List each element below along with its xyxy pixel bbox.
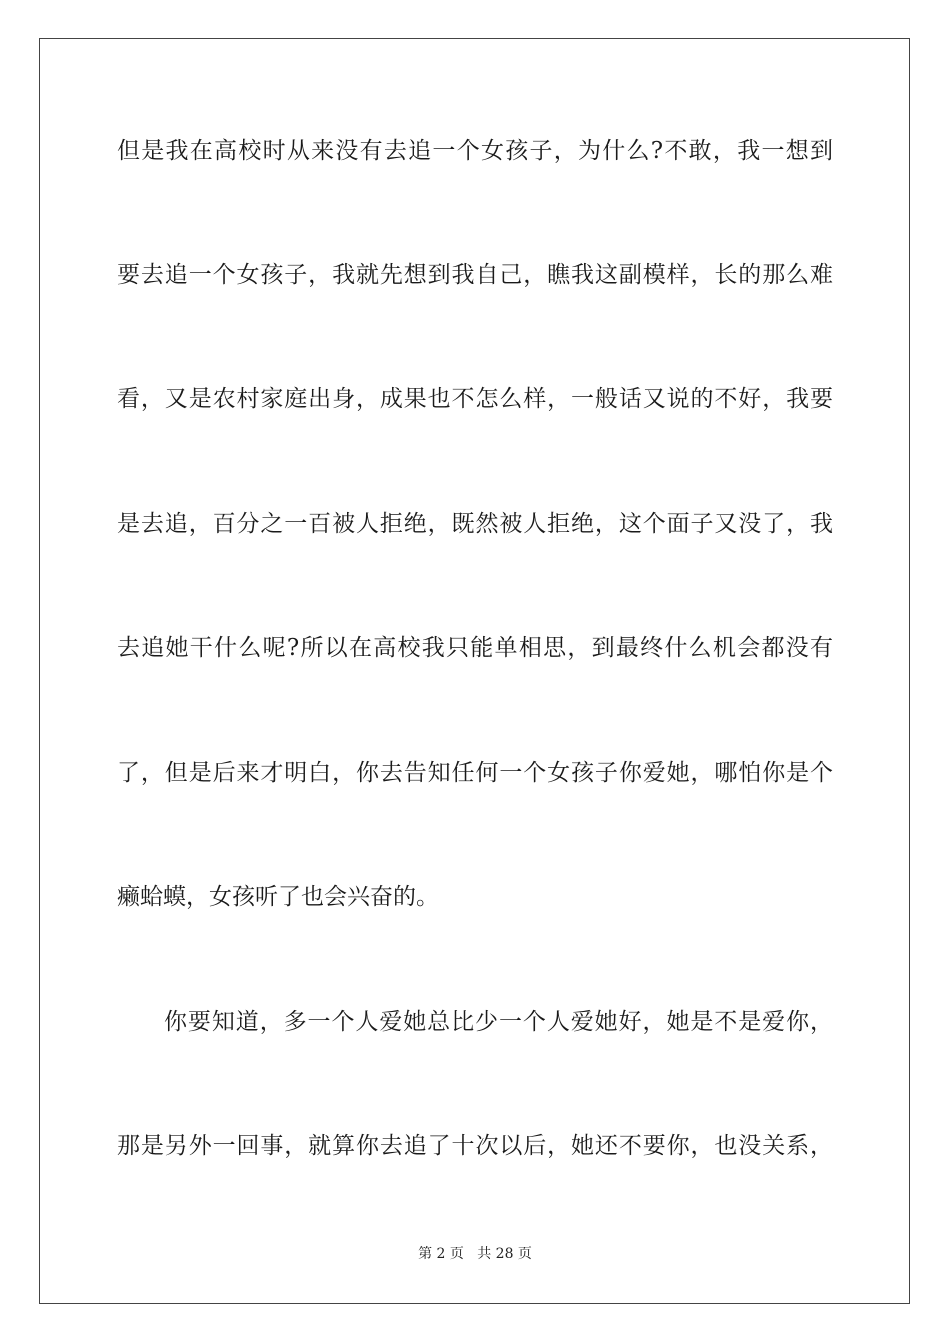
paragraph-line: 你要知道，多一个人爱她总比少一个人爱她好，她是不是爱你，	[164, 1009, 833, 1035]
page-number-footer: 第 2 页 共 28 页	[418, 1246, 532, 1262]
paragraph-line: 去追她干什么呢?所以在高校我只能单相思，到最终什么机会都没有	[117, 635, 833, 661]
paragraph-line: 是去追，百分之一百被人拒绝，既然被人拒绝，这个面子又没了，我	[117, 511, 833, 537]
paragraph-line: 那是另外一回事，就算你去追了十次以后，她还不要你，也没关系，	[117, 1133, 833, 1159]
paragraph-line: 癞蛤蟆，女孩听了也会兴奋的。	[117, 884, 439, 910]
paragraph-line: 看，又是农村家庭出身，成果也不怎么样，一般话又说的不好，我要	[117, 386, 833, 412]
paragraph-line: 了，但是后来才明白，你去告知任何一个女孩子你爱她，哪怕你是个	[117, 760, 833, 786]
page-border	[39, 38, 910, 1304]
paragraph-line: 但是我在高校时从来没有去追一个女孩子，为什么?不敢，我一想到	[117, 138, 833, 164]
paragraph-line: 要去追一个女孩子，我就先想到我自己，瞧我这副模样，长的那么难	[117, 262, 833, 288]
